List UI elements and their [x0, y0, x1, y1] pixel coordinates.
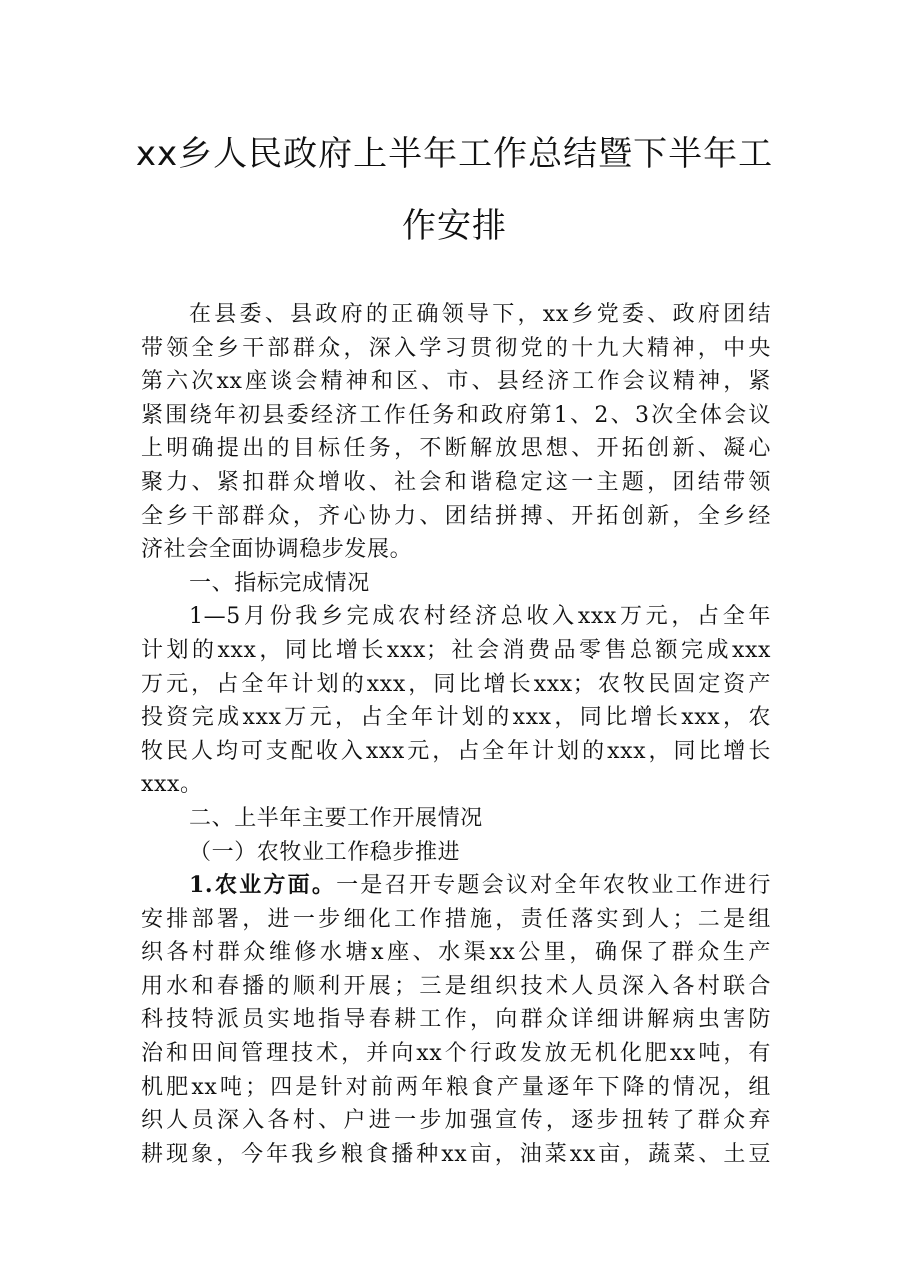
- paragraph-line: 1—5月份我乡完成农村经济总收入xxx万元，占全年: [189, 604, 771, 630]
- paragraph-line: 万元，占全年计划的xxx，同比增长xxx；农牧民固定资产: [141, 671, 771, 697]
- paragraph-line: 上明确提出的目标任务，不断解放思想、开拓创新、凝心: [141, 436, 771, 462]
- paragraph-line: 织人员深入各村、户进一步加强宣传，逐步扭转了群众弃: [141, 1108, 771, 1134]
- paragraph-line: 计划的xxx，同比增长xxx；社会消费品零售总额完成xxx: [141, 637, 771, 663]
- section-heading: 二、上半年主要工作开展情况: [189, 805, 483, 831]
- paragraph-line: 在县委、县政府的正确领导下，xx乡党委、政府团结: [189, 302, 771, 327]
- paragraph-line: 织各村群众维修水塘x座、水渠xx公里，确保了群众生产: [141, 940, 771, 966]
- paragraph-lead: 1.农业方面。: [189, 872, 337, 899]
- paragraph-line: 第六次xx座谈会精神和区、市、县经济工作会议精神，紧: [141, 369, 771, 395]
- paragraph-line: 安排部署，进一步细化工作措施，责任落实到人；二是组: [141, 906, 771, 932]
- paragraph-line: xxx。: [141, 772, 203, 798]
- paragraph-line: 牧民人均可支配收入xxx元，占全年计划的xxx，同比增长: [141, 738, 771, 764]
- paragraph-line: 紧围绕年初县委经济工作任务和政府第1、2、3次全体会议: [141, 402, 771, 428]
- paragraph-line: 投资完成xxx万元，占全年计划的xxx，同比增长xxx，农: [141, 705, 771, 731]
- document-title: [60, 118, 849, 262]
- paragraph-text: 一是召开专题会议对全年农牧业工作进行: [336, 873, 771, 899]
- paragraph-line: 带领全乡干部群众，深入学习贯彻党的十九大精神，中央: [141, 335, 771, 361]
- section-heading: 一、指标完成情况: [189, 570, 370, 596]
- paragraph-line: 济社会全面协调稳步发展。: [141, 537, 413, 563]
- paragraph-line: 科技特派员实地指导春耕工作，向群众详细讲解病虫害防: [141, 1007, 771, 1033]
- paragraph-line: 聚力、紧扣群众增收、社会和谐稳定这一主题，团结带领: [141, 469, 771, 495]
- title-line: xx乡人民政府上半年工作总结暨下半年工: [135, 134, 774, 174]
- paragraph-line: 耕现象，今年我乡粮食播种xx亩，油菜xx亩，蔬菜、土豆: [141, 1141, 771, 1167]
- paragraph-line: [141, 869, 771, 903]
- paragraph-line: 用水和春播的顺利开展；三是组织技术人员深入各村联合: [141, 973, 771, 999]
- subsection-heading: （一）农牧业工作稳步推进: [189, 839, 461, 865]
- title-line: 作安排: [402, 206, 507, 246]
- paragraph-line: 机肥xx吨；四是针对前两年粮食产量逐年下降的情况，组: [141, 1074, 771, 1100]
- paragraph-line: 全乡干部群众，齐心协力、团结拼搏、开拓创新，全乡经: [141, 503, 771, 529]
- document-body: [141, 298, 771, 1171]
- paragraph-line: 治和田间管理技术，并向xx个行政发放无机化肥xx吨，有: [141, 1041, 771, 1067]
